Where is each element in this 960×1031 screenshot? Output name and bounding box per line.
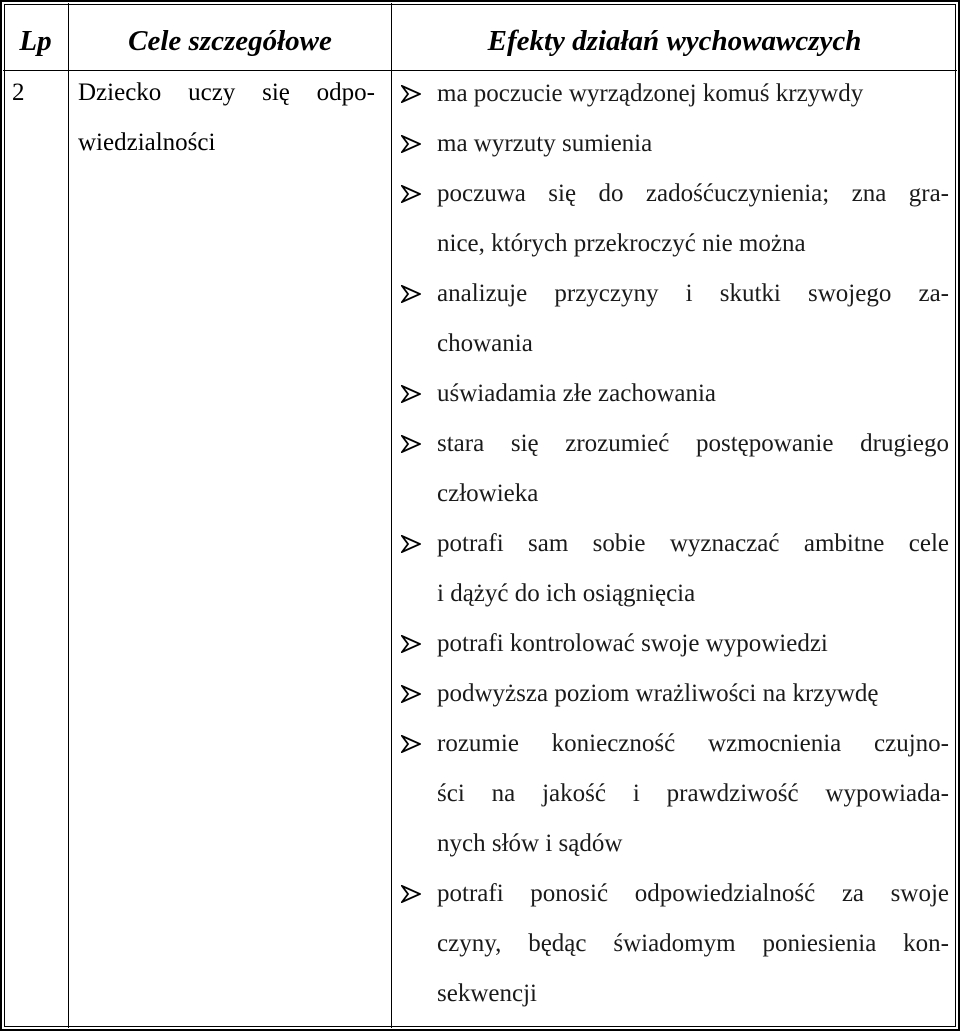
effect-line <box>437 69 949 119</box>
effect-text: ści na jakość i prawdziwość wypowiada- <box>437 780 949 807</box>
effect-text: ma poczucie wyrządzonej komuś krzywdy <box>437 80 864 107</box>
arrowhead-bullet-icon <box>401 85 421 103</box>
goal-line: Dziecko uczy się odpo- <box>78 79 375 106</box>
effect-line <box>437 369 949 419</box>
header-lp: Lp <box>19 25 52 57</box>
arrowhead-bullet-icon <box>401 535 421 553</box>
effect-text: czyny, będąc świadomym poniesienia kon- <box>437 930 949 957</box>
effect-line <box>437 469 949 519</box>
effect-line <box>437 319 949 369</box>
effect-text: sekwencji <box>437 980 537 1007</box>
goal-line: wiedzialności <box>78 129 216 156</box>
header-effects: Efekty działań wychowawczych <box>487 25 862 57</box>
arrowhead-bullet-icon <box>401 135 421 153</box>
arrowhead-bullet-icon <box>401 685 421 703</box>
header-goals: Cele szczegółowe <box>128 25 332 57</box>
effect-line <box>437 119 949 169</box>
effect-line <box>437 769 949 819</box>
arrowhead-bullet-icon <box>401 185 421 203</box>
effect-text: potrafi ponosić odpowiedzialność za swoje <box>437 880 949 907</box>
effect-text: nice, których przekroczyć nie można <box>437 230 806 257</box>
arrowhead-bullet-icon <box>401 435 421 453</box>
effect-line <box>437 919 949 969</box>
goal-cell <box>78 68 375 168</box>
arrowhead-bullet-icon <box>401 285 421 303</box>
arrowhead-bullet-icon <box>401 885 421 903</box>
effect-text: potrafi kontrolować swoje wypowiedzi <box>437 630 828 657</box>
arrowhead-bullet-icon <box>401 385 421 403</box>
effect-text: analizuje przyczyny i skutki swojego za- <box>437 280 949 307</box>
effect-text: człowieka <box>437 480 539 507</box>
effect-text: potrafi sam sobie wyznaczać ambitne cele <box>437 530 949 557</box>
effect-text: ma wyrzuty sumienia <box>437 130 653 157</box>
effect-line <box>437 169 949 219</box>
effect-line <box>437 269 949 319</box>
effect-text: poczuwa się do zadośćuczynienia; zna gra- <box>437 180 949 207</box>
arrowhead-bullet-icon <box>401 735 421 753</box>
effect-text: chowania <box>437 330 533 357</box>
effect-line <box>437 519 949 569</box>
effect-text: nych słów i sądów <box>437 830 623 857</box>
effect-line <box>437 219 949 269</box>
effect-line <box>437 419 949 469</box>
row-number: 2 <box>12 79 25 106</box>
effect-line <box>437 869 949 919</box>
effect-text: i dążyć do ich osiągnięcia <box>437 580 696 607</box>
effect-line <box>437 719 949 769</box>
effect-text: rozumie konieczność wzmocnienia czujno- <box>437 730 949 757</box>
effect-line <box>437 619 949 669</box>
effect-text: podwyższa poziom wrażliwości na krzywdę <box>437 680 879 707</box>
arrowhead-bullet-icon <box>401 635 421 653</box>
effect-line <box>437 569 949 619</box>
column-divider-goals <box>391 3 392 1028</box>
column-divider-lp <box>68 3 69 1028</box>
effect-text: uświadamia złe zachowania <box>437 380 717 407</box>
effect-line <box>437 669 949 719</box>
effects-list <box>437 69 949 1019</box>
effect-line <box>437 819 949 869</box>
effect-text: stara się zrozumieć postępowanie drugiego <box>437 430 949 457</box>
effect-line <box>437 969 949 1019</box>
